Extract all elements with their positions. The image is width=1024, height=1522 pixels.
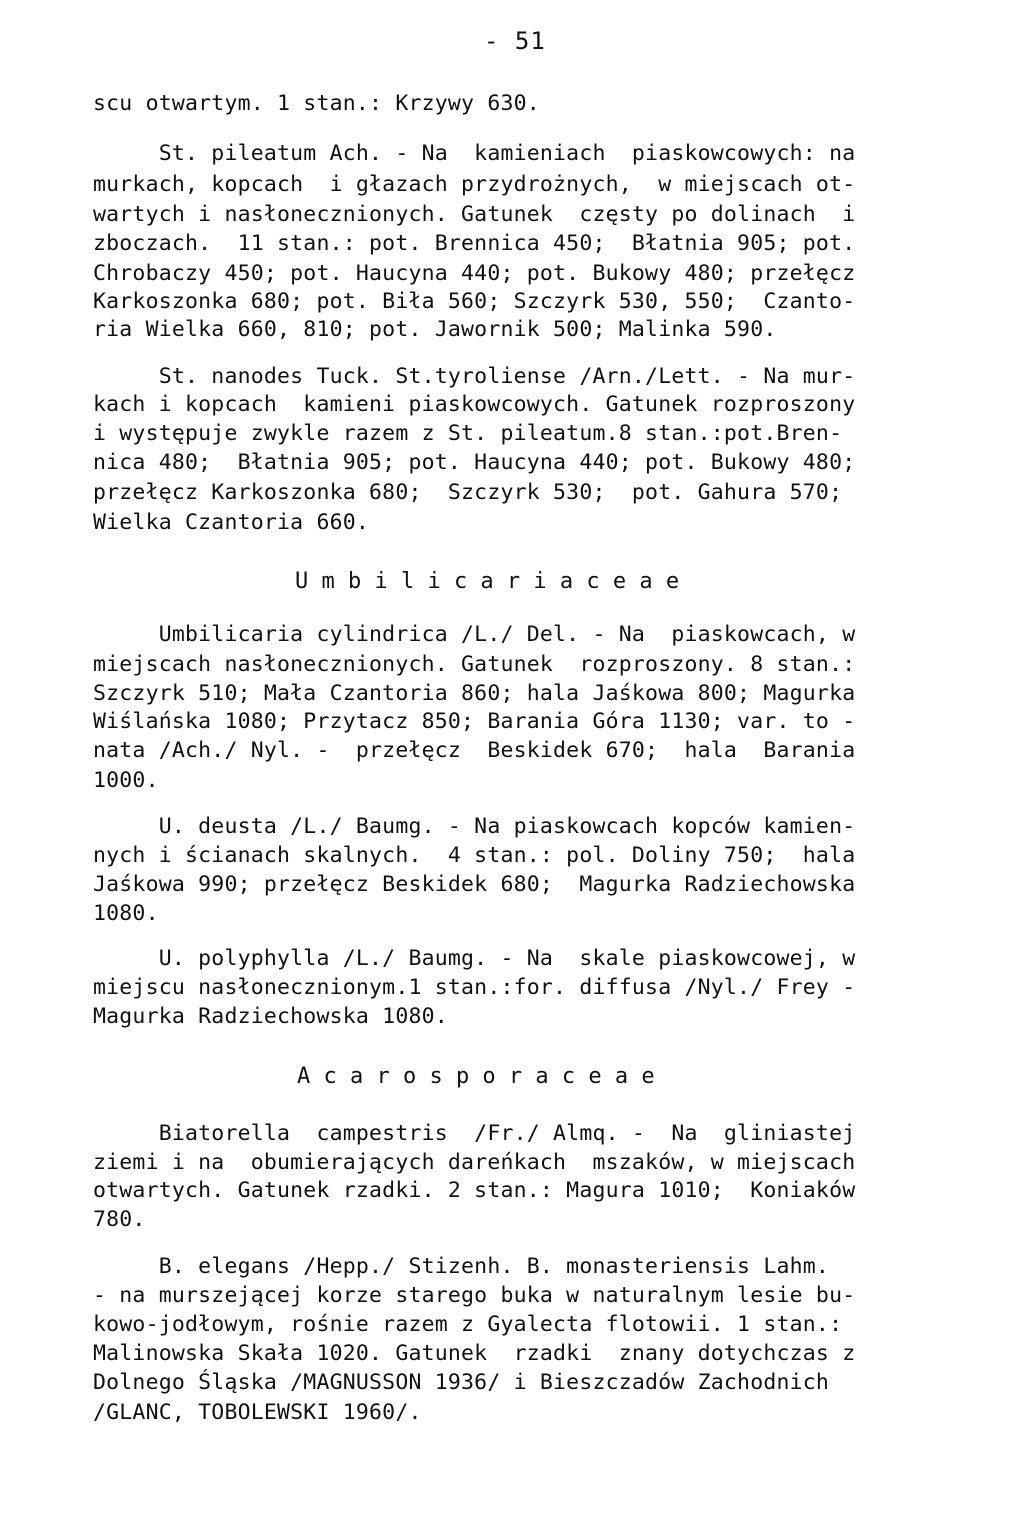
text-line: ziemi i na obumierających dareńkach mszaków, w miejscach bbox=[93, 1150, 856, 1175]
text-line: wartych i nasłonecznionych. Gatunek częsty po dolinach i bbox=[93, 202, 856, 227]
text-line: U. deusta /L./ Baumg. - Na piaskowcach kopców kamien- bbox=[93, 814, 856, 839]
page-number: - 51 bbox=[484, 27, 546, 55]
text-line: St. pileatum Ach. - Na kamieniach piaskowcowych: na bbox=[93, 141, 856, 166]
text-line: nata /Ach./ Nyl. - przełęcz Beskidek 670; hala Barania bbox=[93, 738, 856, 763]
text-line: przełęcz Karkoszonka 680; Szczyrk 530; pot. Gahura 570; bbox=[93, 480, 843, 505]
text-line: nych i ścianach skalnych. 4 stan.: pol. Doliny 750; hala bbox=[93, 843, 856, 868]
text-line: murkach, kopcach i głazach przydrożnych, w miejscach ot- bbox=[93, 172, 856, 197]
text-line: Karkoszonka 680; pot. Biła 560; Szczyrk 530, 550; Czanto- bbox=[93, 289, 856, 314]
text-line: nica 480; Błatnia 905; pot. Haucyna 440; pot. Bukowy 480; bbox=[93, 450, 856, 475]
text-line: ria Wielka 660, 810; pot. Jawornik 500; Malinka 590. bbox=[93, 317, 777, 342]
text-line: B. elegans /Hepp./ Stizenh. B. monasteriensis Lahm. bbox=[93, 1254, 830, 1279]
text-line: miejscu nasłonecznionym.1 stan.:for. diffusa /Nyl./ Frey - bbox=[93, 975, 856, 1000]
text-line: scu otwartym. 1 stan.: Krzywy 630. bbox=[93, 91, 540, 116]
text-line: i występuje zwykle razem z St. pileatum.8 stan.:pot.Bren- bbox=[93, 421, 843, 446]
text-line: Chrobaczy 450; pot. Haucyna 440; pot. Bukowy 480; przełęcz bbox=[93, 261, 856, 286]
text-line: Wielka Czantoria 660. bbox=[93, 510, 370, 535]
text-line: miejscach nasłonecznionych. Gatunek rozproszony. 8 stan.: bbox=[93, 652, 856, 677]
text-line: kowo-jodłowym, rośnie razem z Gyalecta flotowii. 1 stan.: bbox=[93, 1312, 843, 1337]
text-line: U. polyphylla /L./ Baumg. - Na skale piaskowcowej, w bbox=[93, 946, 856, 971]
text-line: 1000. bbox=[93, 768, 159, 793]
text-line: Magurka Radziechowska 1080. bbox=[93, 1004, 448, 1029]
text-line: otwartych. Gatunek rzadki. 2 stan.: Magura 1010; Koniaków bbox=[93, 1178, 856, 1203]
text-line: Wiślańska 1080; Przytacz 850; Barania Góra 1130; var. to - bbox=[93, 709, 856, 734]
text-line: 780. bbox=[93, 1207, 146, 1232]
text-line: Szczyrk 510; Mała Czantoria 860; hala Jaśkowa 800; Magurka bbox=[93, 681, 856, 706]
text-line: Biatorella campestris /Fr./ Almq. - Na gliniastej bbox=[93, 1121, 856, 1146]
family-heading: U m b i l i c a r i a c e a e bbox=[295, 569, 680, 594]
text-line: /GLANC, TOBOLEWSKI 1960/. bbox=[93, 1400, 422, 1425]
text-line: - na murszejącej korze starego buka w naturalnym lesie bu- bbox=[93, 1283, 856, 1308]
family-heading: A c a r o s p o r a c e a e bbox=[297, 1064, 655, 1089]
text-line: 1080. bbox=[93, 901, 159, 926]
text-line: kach i kopcach kamieni piaskowcowych. Gatunek rozproszony bbox=[93, 392, 856, 417]
text-line: Malinowska Skała 1020. Gatunek rzadki znany dotychczas z bbox=[93, 1341, 856, 1366]
text-line: Jaśkowa 990; przełęcz Beskidek 680; Magurka Radziechowska bbox=[93, 872, 856, 897]
text-line: Dolnego Śląska /MAGNUSSON 1936/ i Bieszczadów Zachodnich bbox=[93, 1370, 830, 1395]
text-line: St. nanodes Tuck. St.tyroliense /Arn./Lett. - Na mur- bbox=[93, 364, 856, 389]
text-line: zboczach. 11 stan.: pot. Brennica 450; Błatnia 905; pot. bbox=[93, 231, 856, 256]
text-line: Umbilicaria cylindrica /L./ Del. - Na piaskowcach, w bbox=[93, 622, 856, 647]
